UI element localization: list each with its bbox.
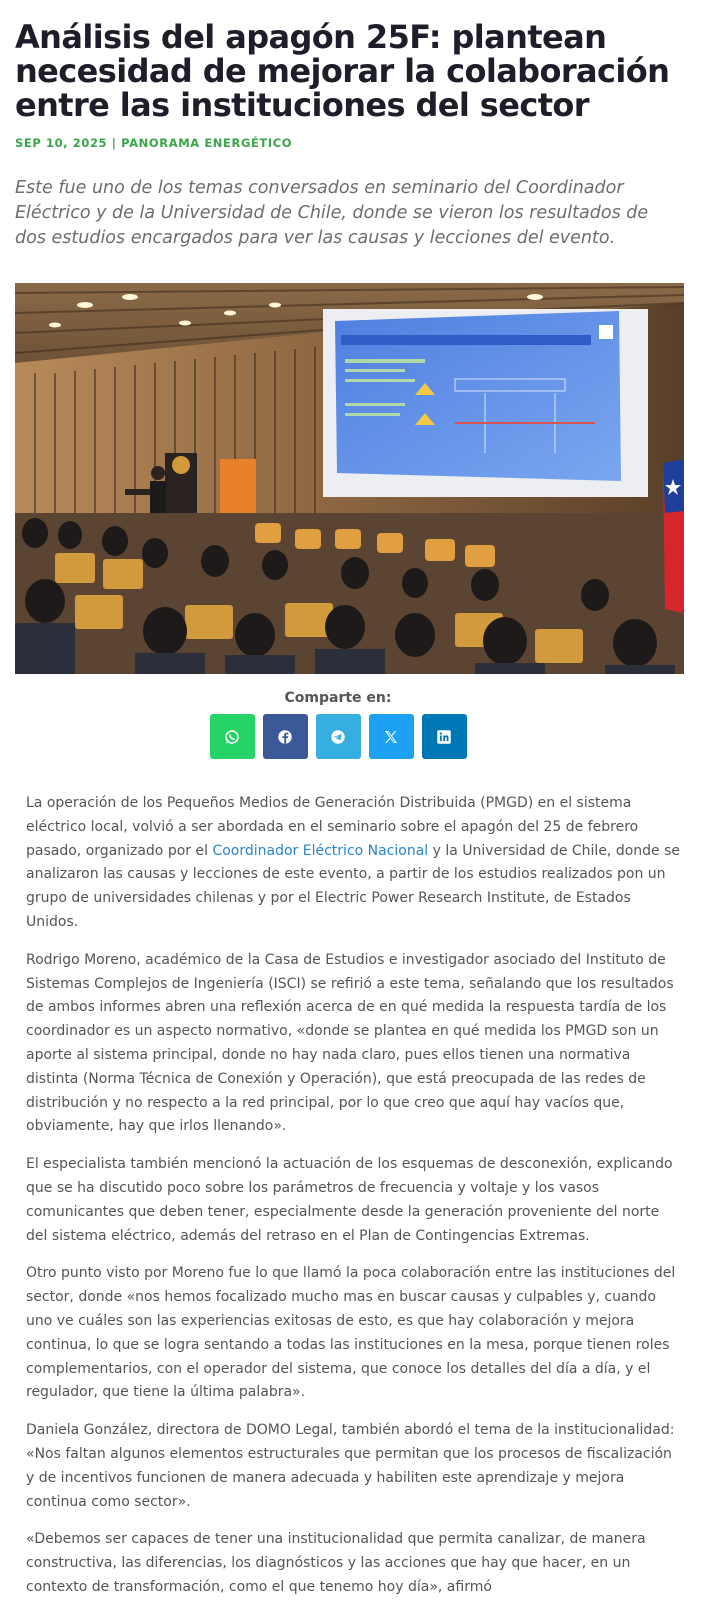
coordinador-link[interactable]: Coordinador Eléctrico Nacional	[212, 842, 429, 859]
telegram-share-button[interactable]	[316, 714, 361, 759]
x-share-button[interactable]	[369, 714, 414, 759]
linkedin-icon	[435, 728, 453, 746]
article-photo	[15, 283, 684, 674]
article-category[interactable]: PANORAMA ENERGÉTICO	[121, 136, 293, 150]
share-section	[0, 690, 706, 759]
x-icon	[382, 728, 400, 746]
telegram-icon	[329, 728, 347, 746]
article-header	[0, 20, 706, 674]
paragraph-4: Otro punto visto por Moreno fue lo que llamó la poca colaboración entre las instituciones del sector, donde «nos hemos focalizado mucho mas en buscar causas y culpables y, cuando uno ve cuáles son las experiencias exitosas de esto, es que hay colaboración y mejora continua, lo que se logra sentando a todas las instituciones en la mesa, porque tienen roles complementarios, con el operador del sistema, que conoce los detalles del día a día, y el regulador, que tiene la última palabra».	[26, 1265, 676, 1401]
paragraph-1: La operación de los Pequeños Medios de Generación Distribuida (PMGD) en el sistema eléctrico local, volvió a ser abordada en el seminario sobre el apagón del 25 de febrero pasado, organizado por el Coordinador Eléctrico Nacional y la Universidad de Chile, donde se analizaron las causas y lecciones de este evento, a partir de los estudios realizados pon un grupo de universidades chilenas y por el Electric Power Research Institute, de Estados Unidos.	[26, 795, 681, 930]
seminar-photo-illustration	[15, 283, 684, 674]
article-body	[0, 792, 706, 1600]
paragraph-2: Rodrigo Moreno, académico de la Casa de Estudios e investigador asociado del Instituto de Sistemas Complejos de Ingeniería (ISCI) se refirió a este tema, señalando que los resultados de ambos informes abren una reflexión acerca de en qué medida la respuesta tardía de los coordinador es un aspecto normativo, «donde se plantea en qué medida los PMGD son un aporte al sistema principal, donde no hay nada claro, pues ellos tienen una normativa distinta (Norma Técnica de Conexión y Operación), que está preocupada de las redes de distribución y no respecto a la red principal, por lo que creo que aquí hay vacíos que, obviamente, hay que irlos llenando».	[26, 951, 674, 1135]
paragraph-6: «Debemos ser capaces de tener una institucionalidad que permita canalizar, de manera constructiva, las diferencias, los diagnósticos y las acciones que hay que hacer, en un contexto de transformación, como el que tenemo hoy día», afirmó	[26, 1531, 646, 1595]
article-title: Análisis del apagón 25F: plantean necesidad de mejorar la colaboración entre las instituciones del sector	[15, 18, 670, 124]
article-lead: Este fue uno de los temas conversados en seminario del Coordinador Eléctrico y de la Universidad de Chile, donde se vieron los resultados de dos estudios encargados para ver las causas y lecciones del evento.	[15, 178, 649, 248]
meta-separator: |	[107, 136, 122, 150]
paragraph-3: El especialista también mencionó la actuación de los esquemas de desconexión, explicando que se ha discutido poco sobre los parámetros de frecuencia y voltaje y los vasos comunicantes que deben tener, especialmente desde la generación proveniente del norte del sistema eléctrico, además del retraso en el Plan de Contingencias Extremas.	[26, 1156, 673, 1244]
article-meta	[15, 136, 684, 150]
facebook-icon	[276, 728, 294, 746]
article-date[interactable]: SEP 10, 2025	[15, 136, 108, 150]
facebook-share-button[interactable]	[263, 714, 308, 759]
linkedin-share-button[interactable]	[422, 714, 467, 759]
whatsapp-icon	[223, 728, 241, 746]
share-buttons	[0, 714, 706, 759]
whatsapp-share-button[interactable]	[210, 714, 255, 759]
share-label: Comparte en:	[284, 690, 392, 706]
paragraph-5: Daniela González, directora de DOMO Legal, también abordó el tema de la institucionalidad: «Nos faltan algunos elementos estructurales que permitan que los procesos de fiscalización y de incentivos funcionen de manera adecuada y habiliten este aprendizaje y mejora continua como sector».	[26, 1422, 675, 1510]
